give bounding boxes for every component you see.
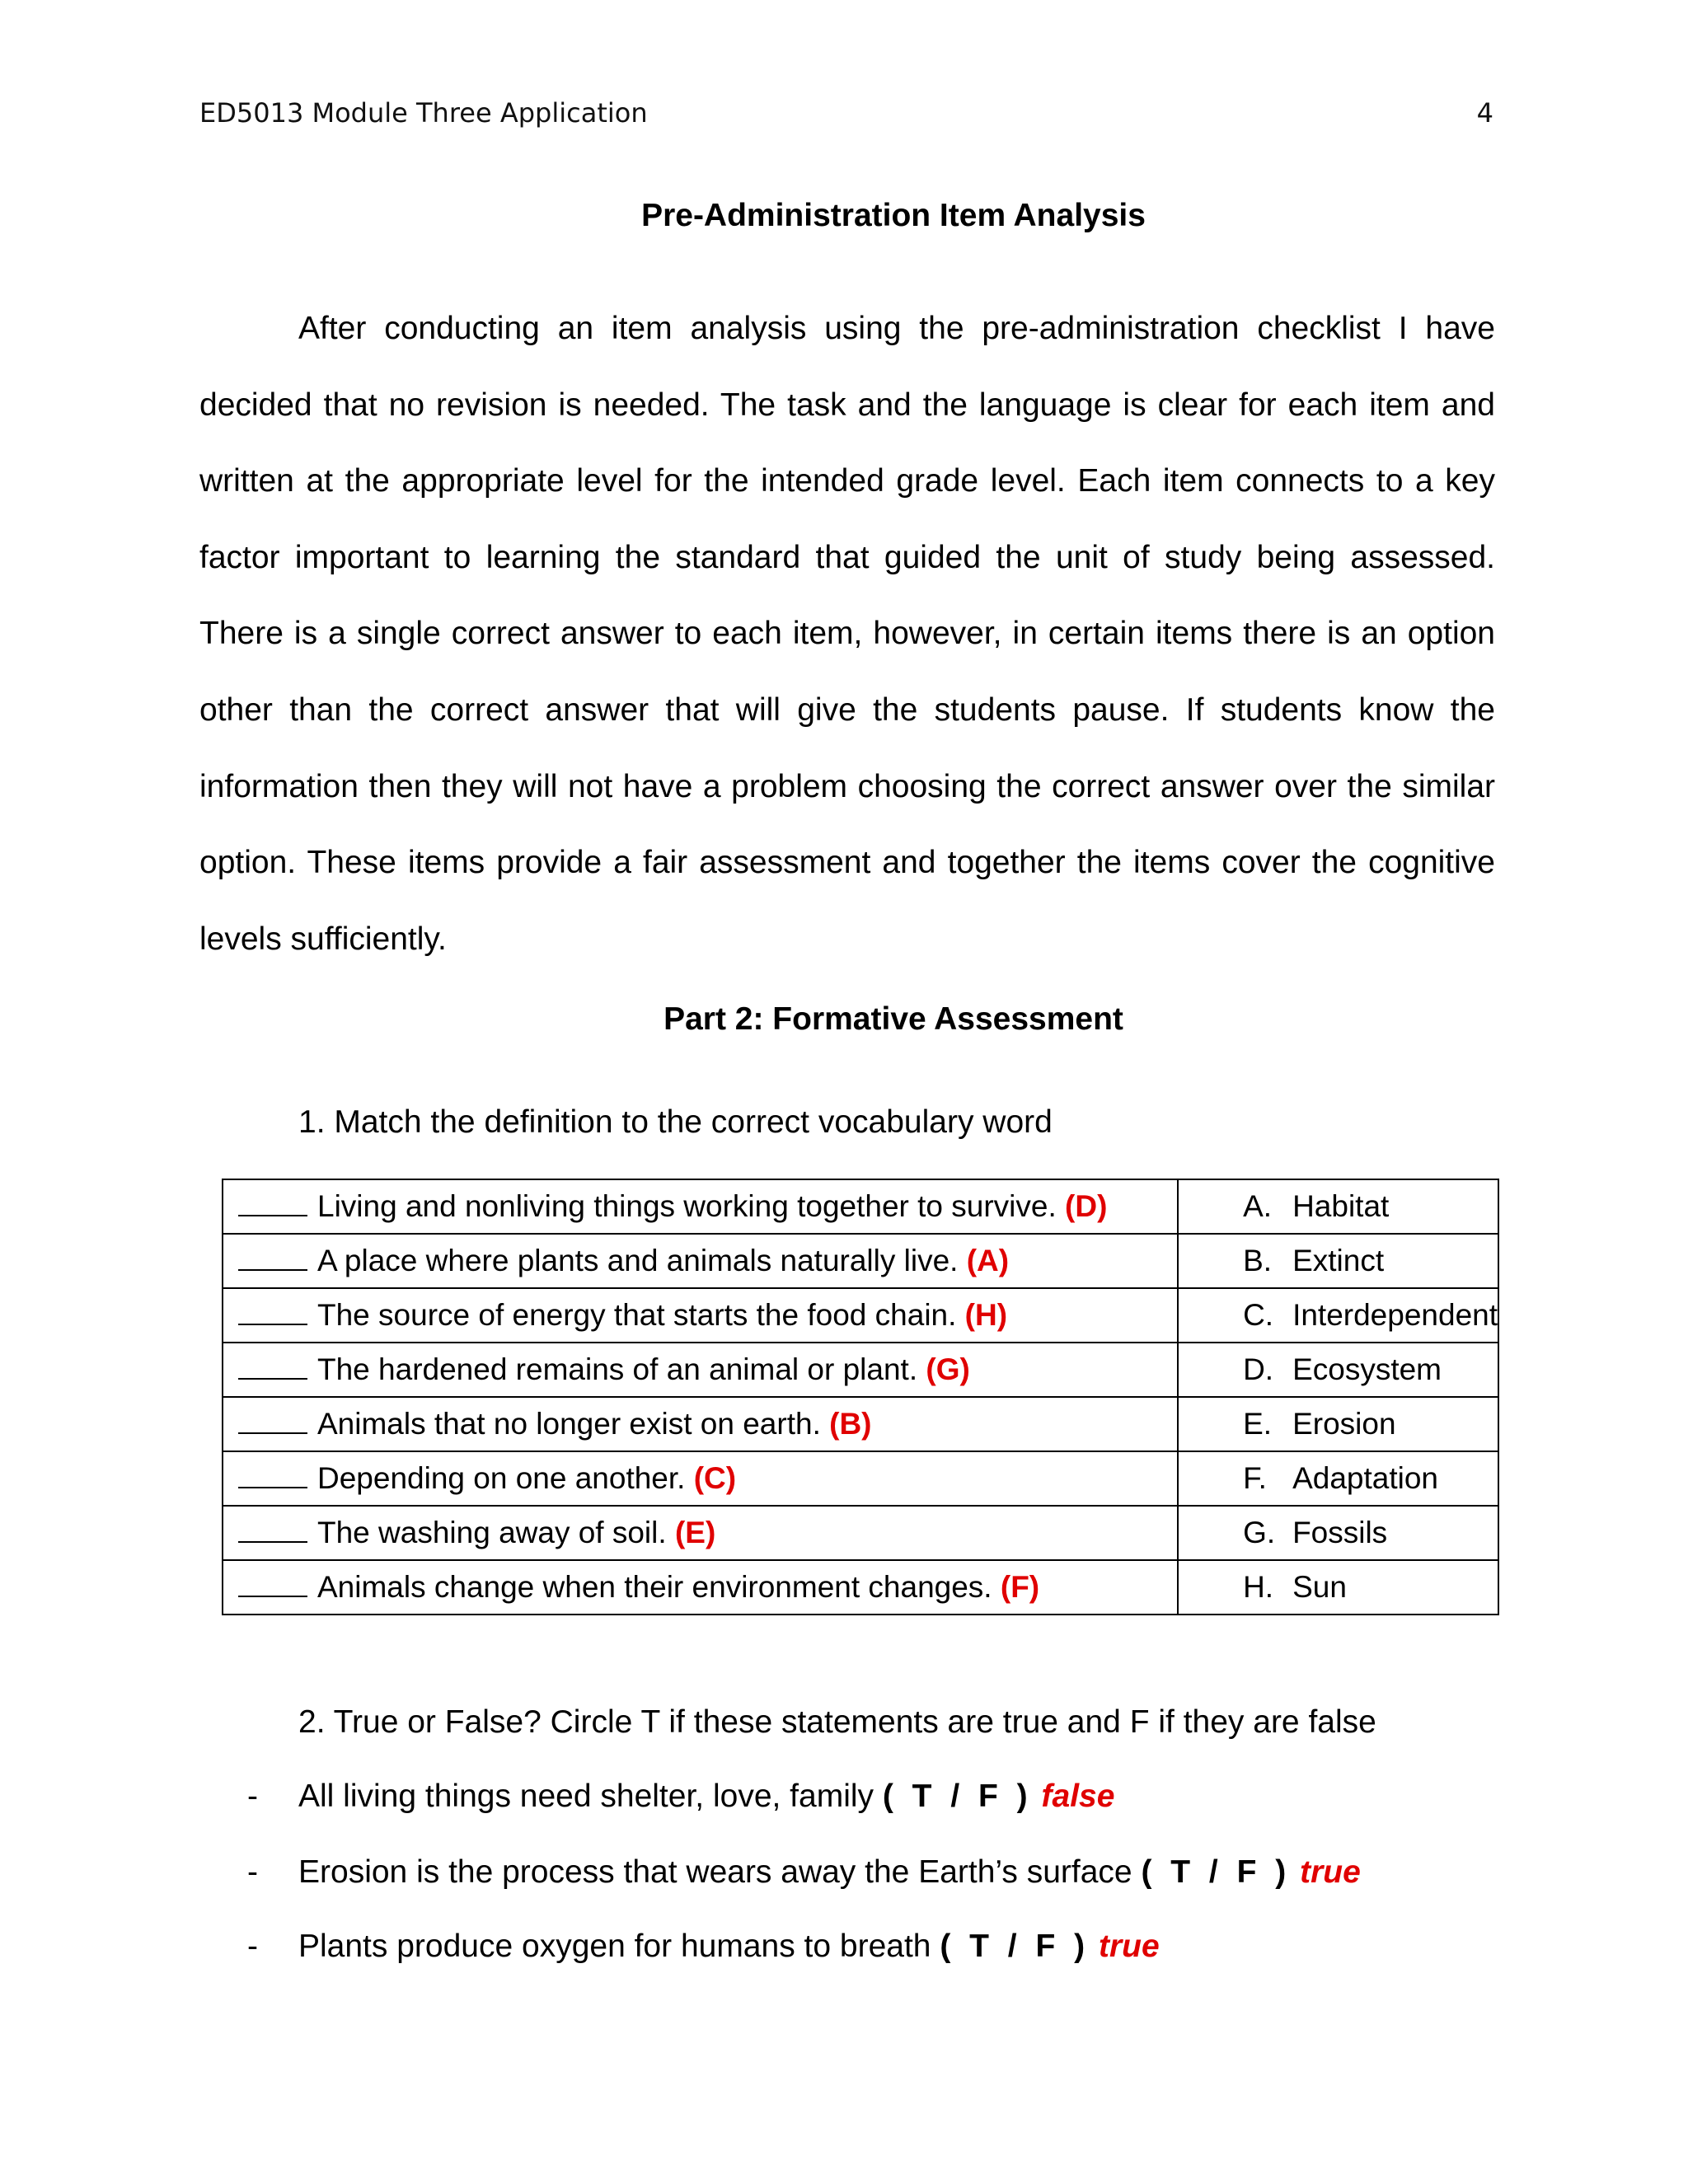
- answer-blank[interactable]: [238, 1190, 307, 1216]
- answer-blank[interactable]: [238, 1516, 307, 1543]
- true-false-choice[interactable]: ( T / F ): [882, 1779, 1033, 1814]
- answer-key: true: [1300, 1854, 1361, 1890]
- vocabulary-letter: A.: [1243, 1189, 1273, 1223]
- answer-key: (G): [917, 1352, 970, 1386]
- definition-text: The hardened remains of an animal or plant.: [317, 1352, 918, 1386]
- vocabulary-word: Extinct: [1292, 1244, 1385, 1277]
- matching-table: [222, 1179, 1499, 1615]
- true-false-item: [247, 1929, 1160, 1965]
- statement-text: All living things need shelter, love, family: [298, 1779, 883, 1814]
- answer-blank[interactable]: [238, 1244, 307, 1271]
- matching-row: [223, 1506, 1498, 1560]
- definition-cell: [223, 1506, 1178, 1560]
- vocabulary-letter: E.: [1243, 1407, 1273, 1441]
- running-title: ED5013 Module Three Application: [199, 97, 648, 129]
- definition-cell: [223, 1234, 1178, 1288]
- vocabulary-cell: [1178, 1343, 1498, 1397]
- matching-row: [223, 1343, 1498, 1397]
- matching-row: [223, 1288, 1498, 1343]
- definition-cell: [223, 1179, 1178, 1234]
- definition-text: Living and nonliving things working together to survive.: [317, 1189, 1057, 1223]
- definition-text: The washing away of soil.: [317, 1516, 667, 1549]
- part2-title: Part 2: Formative Assessment: [663, 1001, 1123, 1037]
- definition-text: Depending on one another.: [317, 1461, 686, 1495]
- definition-text: The source of energy that starts the food chain.: [317, 1298, 957, 1332]
- bullet-dash: -: [247, 1854, 258, 1890]
- definition-text: Animals change when their environment changes.: [317, 1570, 992, 1604]
- vocabulary-cell: [1178, 1560, 1498, 1615]
- page-number: 4: [1476, 97, 1493, 129]
- answer-blank[interactable]: [238, 1408, 307, 1434]
- definition-text: A place where plants and animals naturally live.: [317, 1244, 959, 1277]
- vocabulary-letter: H.: [1243, 1570, 1274, 1604]
- running-header: [199, 97, 1493, 129]
- vocabulary-word: Erosion: [1292, 1407, 1396, 1441]
- answer-blank[interactable]: [238, 1571, 307, 1597]
- true-false-item: [247, 1854, 1361, 1891]
- definition-cell: [223, 1397, 1178, 1451]
- matching-row: [223, 1179, 1498, 1234]
- vocabulary-letter: B.: [1243, 1244, 1273, 1277]
- vocabulary-word: Sun: [1292, 1570, 1347, 1604]
- answer-key: (B): [820, 1407, 872, 1441]
- analysis-paragraph: After conducting an item analysis using the pre-administration checklist I have decided that no revision is needed. The task and the language is clear for each item and written at the appropriate level for the intended grade level. Each item connects to a key factor important to learning the standard that guided the unit of study being assessed. There is a single correct answer to each item, however, in certain items there is an option other than the correct answer that will give the students pause. If students know the information then they will not have a problem choosing the correct answer over the similar option. These items provide a fair assessment and together the items cover the cognitive levels sufficiently.: [199, 311, 1495, 957]
- answer-key: (E): [666, 1516, 716, 1549]
- vocabulary-letter: F.: [1243, 1461, 1267, 1495]
- answer-blank[interactable]: [238, 1299, 307, 1325]
- vocabulary-word: Ecosystem: [1292, 1352, 1442, 1386]
- true-false-choice[interactable]: ( T / F ): [940, 1929, 1090, 1964]
- definition-cell: [223, 1451, 1178, 1506]
- answer-key: (F): [992, 1570, 1040, 1604]
- section-title: Pre-Administration Item Analysis: [641, 198, 1146, 233]
- matching-row: [223, 1451, 1498, 1506]
- vocabulary-word: Habitat: [1292, 1189, 1390, 1223]
- question-1: 1. Match the definition to the correct vocabulary word: [298, 1104, 1053, 1140]
- answer-key: (A): [958, 1244, 1010, 1277]
- vocabulary-word: Fossils: [1292, 1516, 1388, 1549]
- question-2: 2. True or False? Circle T if these statements are true and F if they are false: [298, 1704, 1376, 1740]
- vocabulary-cell: [1178, 1397, 1498, 1451]
- statement-text: Plants produce oxygen for humans to breath: [298, 1929, 940, 1964]
- vocabulary-letter: G.: [1243, 1516, 1276, 1549]
- answer-key: (D): [1056, 1189, 1108, 1223]
- answer-key: (H): [956, 1298, 1008, 1332]
- vocabulary-cell: [1178, 1234, 1498, 1288]
- answer-blank[interactable]: [238, 1462, 307, 1488]
- true-false-item: [247, 1779, 1114, 1815]
- matching-row: [223, 1560, 1498, 1615]
- vocabulary-letter: C.: [1243, 1298, 1274, 1332]
- vocabulary-word: Adaptation: [1292, 1461, 1438, 1495]
- answer-blank[interactable]: [238, 1353, 307, 1380]
- definition-text: Animals that no longer exist on earth.: [317, 1407, 821, 1441]
- vocabulary-word: Interdependent: [1292, 1298, 1498, 1332]
- bullet-dash: -: [247, 1779, 258, 1814]
- matching-row: [223, 1397, 1498, 1451]
- vocabulary-cell: [1178, 1506, 1498, 1560]
- vocabulary-letter: D.: [1243, 1352, 1274, 1386]
- vocabulary-cell: [1178, 1288, 1498, 1343]
- answer-key: false: [1041, 1779, 1115, 1814]
- bullet-dash: -: [247, 1929, 258, 1964]
- vocabulary-cell: [1178, 1451, 1498, 1506]
- matching-row: [223, 1234, 1498, 1288]
- definition-cell: [223, 1560, 1178, 1615]
- definition-cell: [223, 1288, 1178, 1343]
- answer-key: true: [1098, 1929, 1160, 1964]
- statement-text: Erosion is the process that wears away the Earth’s surface: [298, 1854, 1142, 1890]
- vocabulary-cell: [1178, 1179, 1498, 1234]
- answer-key: (C): [685, 1461, 737, 1495]
- true-false-choice[interactable]: ( T / F ): [1141, 1854, 1292, 1890]
- definition-cell: [223, 1343, 1178, 1397]
